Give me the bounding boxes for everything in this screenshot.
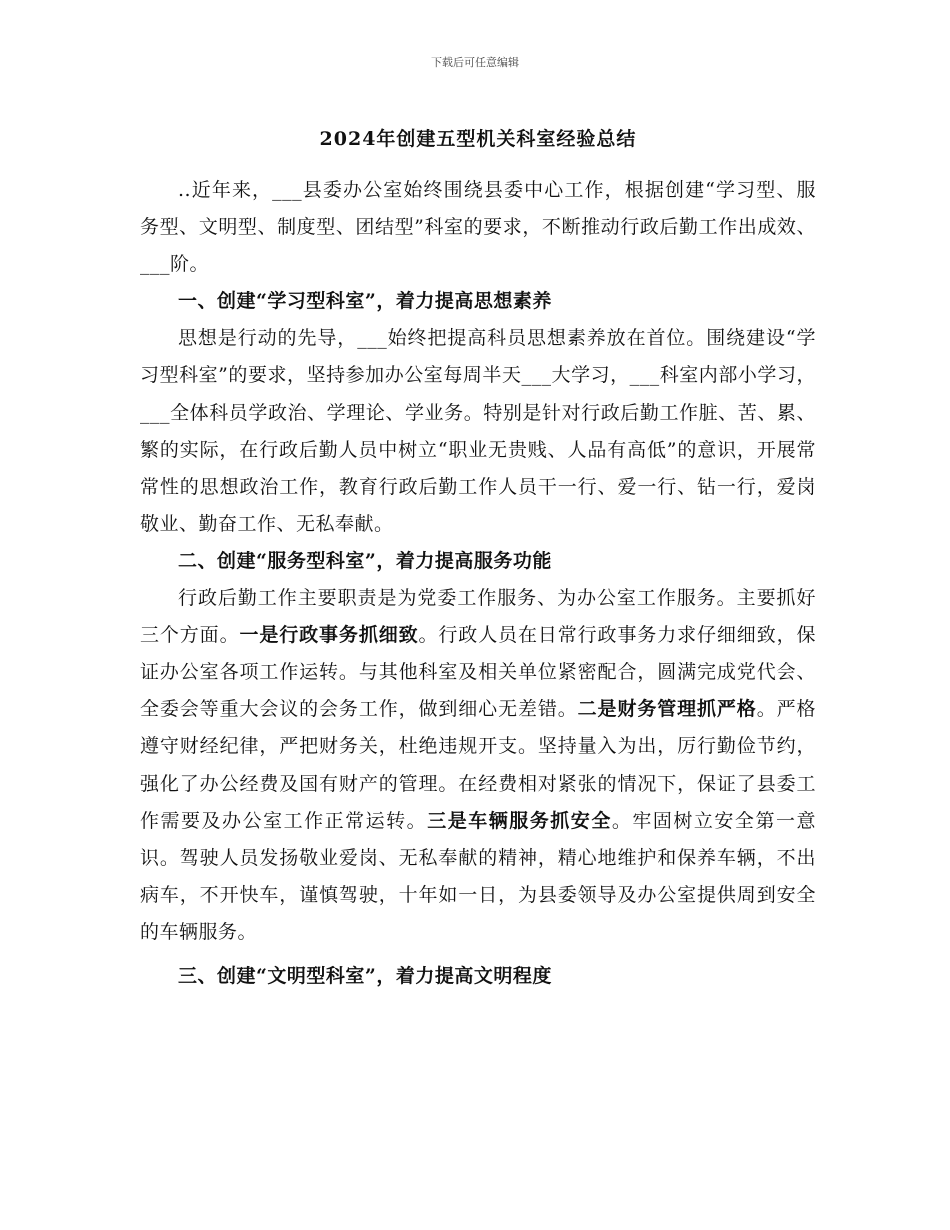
- section-2-text-3: 。严格遵守财经纪律，严把财务关，杜绝违规开支。坚持量入为出，厉行勤俭节约，强化了办公经费及国有财产的管理。在经费相对紧张的情况下，保证了县委工作需要及办公室工作正常运转。: [140, 698, 816, 832]
- section-1-paragraph: 思想是行动的先导，___始终把提高科员思想素养放在首位。围绕建设“学习型科室”的要求，坚持参加办公室每周半天___大学习，___科室内部小学习，___全体科员学政治、学理论、学业务。特别是针对行政后勤工作脏、苦、累、繁的实际，在行政后勤人员中树立“职业无贵贱、人品有高低”的意识，开展常常性的思想政治工作，教育行政后勤工作人员干一行、爱一行、钻一行，爱岗敬业、勤奋工作、无私奉献。: [140, 327, 816, 535]
- section-2-point-3: 三是车辆服务抓安全: [427, 809, 612, 832]
- document-title: 2024年创建五型机关科室经验总结: [319, 128, 637, 150]
- section-2-text-2: 。行政人员在日常行政事务力求仔细细致，保证办公室各项工作运转。与其他科室及相关单位紧密配合，圆满完成党代会、全委会等重大会议的会务工作，做到细心无差错。: [140, 624, 816, 721]
- section-2-point-2: 二是财务管理抓严格: [577, 698, 757, 721]
- section-2-point-1: 一是行政事务抓细致: [239, 624, 419, 647]
- section-1-heading: 一、创建“学习型科室”，着力提高思想素养: [178, 290, 552, 313]
- section-2-heading: 二、创建“服务型科室”，着力提高服务功能: [178, 549, 552, 572]
- section-2-paragraph: [140, 580, 816, 951]
- section-3-heading: 三、创建“文明型科室”，着力提高文明程度: [178, 964, 552, 987]
- intro-paragraph: ..近年来，___县委办公室始终围绕县委中心工作，根据创建“学习型、服务型、文明型、制度型、团结型”科室的要求，不断推动行政后勤工作出成效、___阶。: [140, 179, 816, 276]
- page-header-note: 下载后可任意编辑: [431, 56, 519, 69]
- document-body: [140, 124, 816, 995]
- section-2-text-4: 。牢固树立安全第一意识。驾驶人员发扬敬业爱岗、无私奉献的精神，精心地维护和保养车辆，不出病车，不开快车，谨慎驾驶，十年如一日，为县委领导及办公室提供周到安全的车辆服务。: [140, 809, 816, 943]
- section-2-text-1: 行政后勤工作主要职责是为党委工作服务、为办公室工作服务。主要抓好三个方面。: [140, 587, 816, 647]
